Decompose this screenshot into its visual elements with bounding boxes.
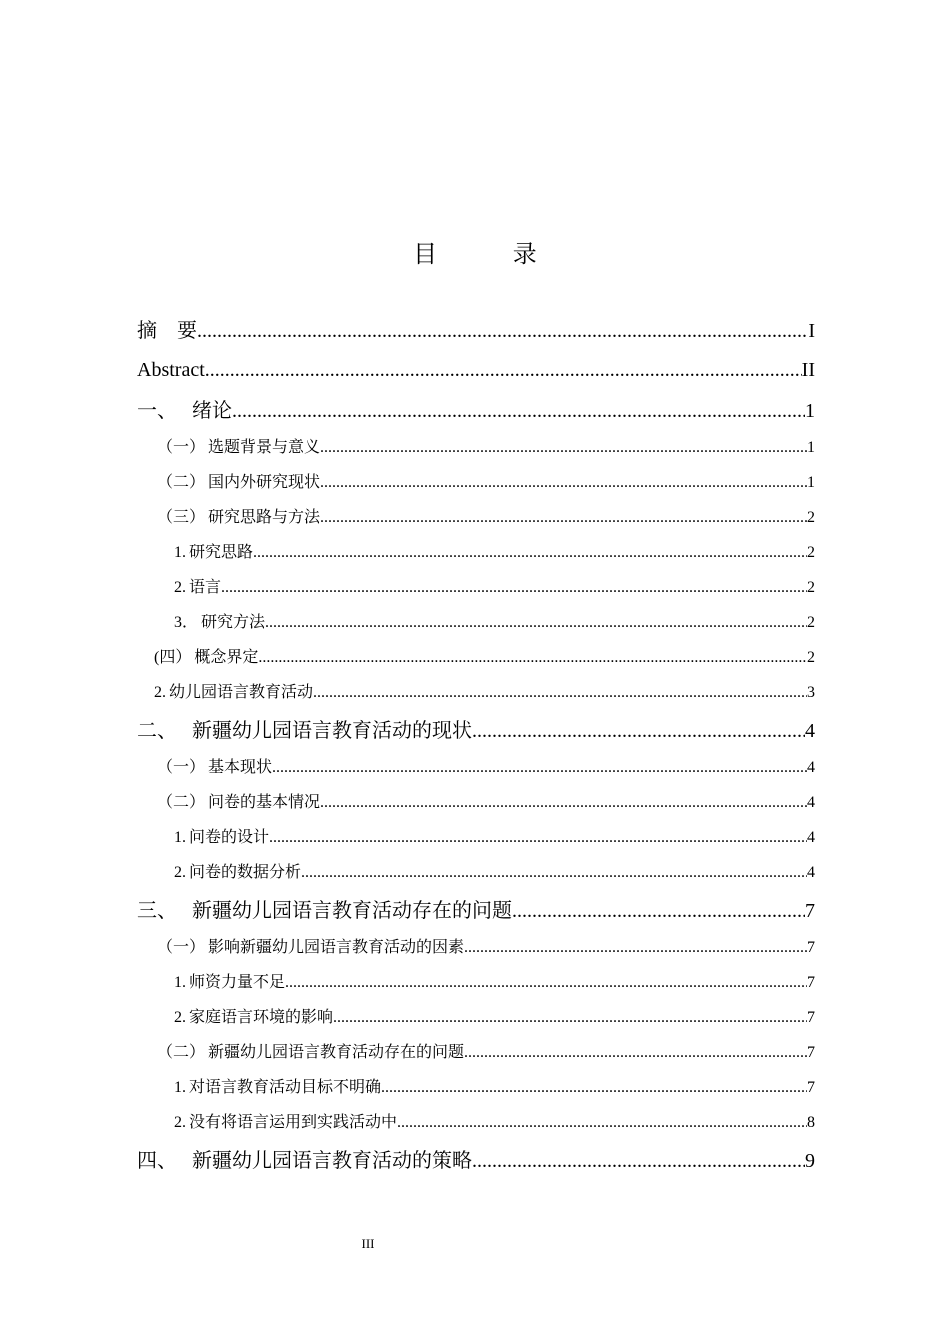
toc-entry-label [137,390,232,430]
toc-entry-text: 基本现状 [208,759,273,776]
toc-entry[interactable] [137,965,815,1000]
toc-entry[interactable] [137,930,815,965]
toc-entry[interactable] [137,1070,815,1105]
toc-page-number: 7 [805,900,815,922]
toc-entry[interactable] [137,390,815,430]
toc-entry-text: 幼儿园语言教育活动 [169,684,314,701]
toc-entry[interactable] [137,1000,815,1035]
toc-entry-text: 家庭语言环境的影响 [189,1009,334,1026]
toc-entry-label [137,890,512,930]
toc-entry[interactable] [137,570,815,605]
toc-entry-text: 研究方法 [201,614,266,631]
toc-leader-dots [464,930,807,965]
toc-entry-label [157,500,320,535]
toc-entry-text: 问卷的基本情况 [208,794,321,811]
toc-leader-dots [221,570,807,605]
toc-entry-label [137,310,197,350]
table-of-contents [137,310,815,1180]
toc-page-number: 8 [807,1114,815,1131]
toc-entry-text: 对语言教育活动目标不明确 [189,1079,382,1096]
toc-entry-label [174,605,265,640]
toc-page-number: 2 [807,614,815,631]
toc-entry-number: Abstract [137,359,205,381]
toc-entry[interactable] [137,750,815,785]
toc-entry-label [174,820,269,855]
toc-page-number: 7 [807,1044,815,1061]
toc-entry-number: （三） [157,509,206,526]
toc-entry-label [174,965,285,1000]
toc-entry-number: （二） [157,794,206,811]
toc-entry[interactable] [137,1105,815,1140]
toc-entry-text: 概念界定 [194,649,259,666]
toc-entry-text: 绪论 [192,398,232,422]
toc-page-number: 2 [807,544,815,561]
toc-page-number: 4 [807,864,815,881]
toc-leader-dots [272,750,807,785]
toc-entry-label [137,710,472,750]
toc-page-number: 3 [807,684,815,701]
toc-leader-dots [205,350,802,390]
toc-entry-text: 新疆幼儿园语言教育活动的现状 [192,718,472,742]
toc-entry-text: 研究思路 [189,544,254,561]
toc-entry-text: 新疆幼儿园语言教育活动存在的问题 [192,898,512,922]
toc-entry-label [174,1000,333,1035]
toc-entry[interactable] [137,710,815,750]
toc-entry-text: 新疆幼儿园语言教育活动存在的问题 [208,1044,465,1061]
toc-leader-dots [333,1000,807,1035]
toc-entry-text: 没有将语言运用到实践活动中 [189,1114,398,1131]
toc-leader-dots [285,965,807,1000]
toc-entry-label [174,570,221,605]
toc-entry[interactable] [137,890,815,930]
toc-page-number: 4 [807,759,815,776]
toc-page-number: 4 [805,720,815,742]
toc-entry-label [157,465,320,500]
toc-entry[interactable] [137,350,815,390]
toc-leader-dots [320,785,807,820]
toc-page-number: 4 [807,794,815,811]
toc-entry-label [157,930,464,965]
toc-entry-number: 摘 要 [137,318,197,342]
toc-leader-dots [313,675,807,710]
toc-leader-dots [464,1035,807,1070]
toc-entry-number: 1. [174,1079,186,1096]
toc-entry[interactable] [137,855,815,890]
toc-entry-label [174,1105,397,1140]
toc-page-number: 4 [807,829,815,846]
toc-leader-dots [381,1070,807,1105]
toc-leader-dots [512,891,805,930]
toc-leader-dots [265,605,807,640]
toc-entry-label [137,350,205,390]
toc-entry-number: 一、 [137,398,177,422]
toc-leader-dots [472,711,805,750]
toc-entry-number: 2. [174,579,186,596]
toc-entry-number: 四、 [137,1148,177,1172]
toc-leader-dots [232,391,805,430]
toc-entry[interactable] [137,310,815,350]
toc-entry-text: 研究思路与方法 [208,509,321,526]
toc-leader-dots [320,465,807,500]
toc-entry[interactable] [137,1140,815,1180]
toc-entry-label [157,430,320,465]
toc-entry-text: 问卷的数据分析 [189,864,302,881]
toc-entry-text: 问卷的设计 [189,829,270,846]
toc-leader-dots [301,855,807,890]
toc-entry-number: （一） [157,759,206,776]
toc-entry-number: （二） [157,1044,206,1061]
toc-entry-text: 影响新疆幼儿园语言教育活动的因素 [208,939,465,956]
toc-page-number: 7 [807,939,815,956]
toc-entry-label [154,640,258,675]
toc-page-number: 7 [807,1009,815,1026]
toc-entry-number: 1. [174,974,186,991]
toc-entry-number: （二） [157,474,206,491]
page-footer-number: III [361,1236,375,1251]
toc-entry-number: 1. [174,829,186,846]
toc-entry-number: 2. [174,1114,186,1131]
toc-page-number: I [808,320,815,342]
toc-entry-number: 二、 [137,718,177,742]
toc-entry[interactable] [137,500,815,535]
toc-leader-dots [472,1141,805,1180]
toc-entry-text: 师资力量不足 [189,974,286,991]
toc-entry-number: 2. [154,684,166,701]
toc-entry-number: （一） [157,939,206,956]
toc-entry-label [157,750,272,785]
toc-page-number: 7 [807,1079,815,1096]
toc-leader-dots [253,535,807,570]
toc-leader-dots [320,500,807,535]
toc-page-number: 1 [807,474,815,491]
toc-entry-number: (四） [154,649,192,666]
toc-entry-number: （一） [157,439,206,456]
toc-entry[interactable] [137,675,815,710]
toc-entry[interactable] [137,640,815,675]
toc-entry[interactable] [137,430,815,465]
toc-entry-label [174,855,301,890]
toc-leader-dots [269,820,807,855]
toc-page-number: 2 [807,649,815,666]
toc-entry-label [157,1035,464,1070]
toc-leader-dots [258,640,807,675]
toc-title: 目 录 [413,240,571,268]
toc-entry[interactable] [137,785,815,820]
toc-page-number: 2 [807,509,815,526]
toc-leader-dots [320,430,807,465]
toc-entry-text: 选题背景与意义 [208,439,321,456]
toc-entry[interactable] [137,605,815,640]
toc-entry-label [174,1070,381,1105]
toc-entry[interactable] [137,465,815,500]
toc-page-number: 2 [807,579,815,596]
toc-entry-label [137,1140,472,1180]
toc-leader-dots [397,1105,807,1140]
toc-entry-text: 语言 [189,579,222,596]
toc-page-number: 1 [805,400,815,422]
toc-entry-number: 2. [174,1009,186,1026]
toc-entry[interactable] [137,535,815,570]
toc-entry-label [157,785,320,820]
toc-entry[interactable] [137,820,815,855]
toc-page-number: 7 [807,974,815,991]
toc-entry-text: 国内外研究现状 [208,474,321,491]
toc-page-number: II [801,359,815,381]
toc-entry-label [174,535,253,570]
toc-entry-number: 3． [174,614,199,631]
toc-entry-number: 三、 [137,898,177,922]
toc-entry-number: 1. [174,544,186,561]
toc-entry-number: 2. [174,864,186,881]
toc-leader-dots [197,311,808,350]
toc-entry-label [154,675,313,710]
toc-page-number: 9 [805,1150,815,1172]
toc-entry-text: 新疆幼儿园语言教育活动的策略 [192,1148,472,1172]
toc-page-number: 1 [807,439,815,456]
toc-entry[interactable] [137,1035,815,1070]
